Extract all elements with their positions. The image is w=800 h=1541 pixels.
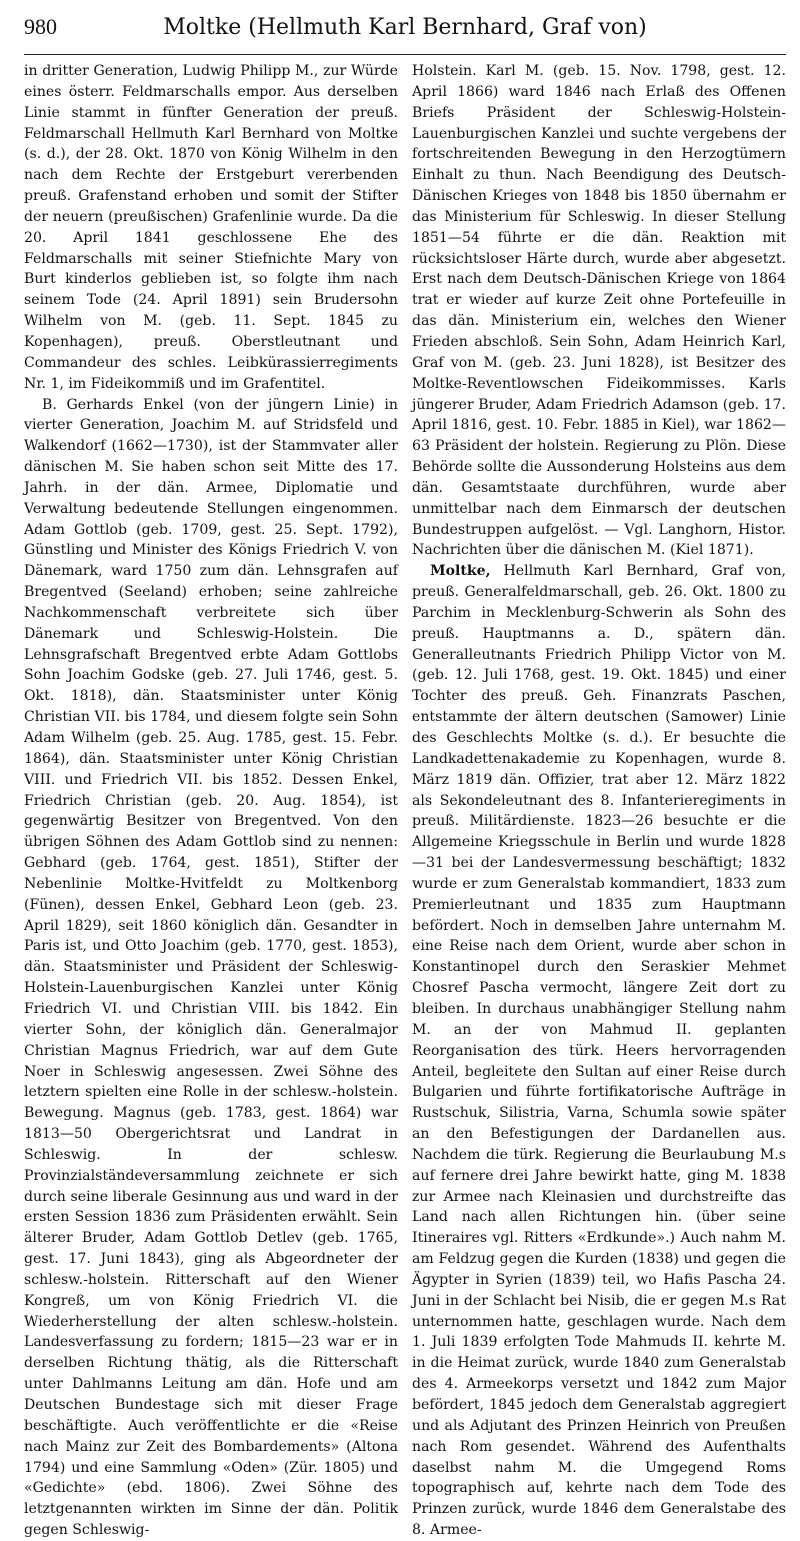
paragraph-moltke-linie: in dritter Generation, Ludwig Philipp M., zur Würde eines österr. Feldmarschalls empor. Aus derselben Linie stammt in fünfter Generation der preuß. Feldmarschall Hellmuth Karl Bernhard von Moltke (s. d.), der 28. Okt. 1870 von König Wilhelm in den nach dem Rechte der Erstgeburt vererbenden preuß. Grafenstand erhoben und somit der Stifter der neuern (preußischen) Grafenlinie wurde. Da die 20. April 1841 geschlossene Ehe des Feldmarschalls mit seiner Stiefnichte Mary von Burt kinderlos geblieben ist, so folgte ihm nach seinem Tode (24. April 1891) sein Brudersohn Wilhelm von M. (geb. 11. Sept. 1845 zu Kopenhagen), preuß. Oberstleutnant und Commandeur des schles. Leibkürassierregiments Nr. 1, im Fideikommiß und im Grafentitel. — [24, 63, 398, 392]
running-head: Moltke (Hellmuth Karl Bernhard, Graf von) — [163, 15, 647, 40]
right-column — [412, 61, 786, 1541]
entry-paragraph-moltke — [412, 561, 786, 1541]
page-header — [24, 14, 786, 55]
left-column — [24, 61, 398, 1541]
page-number: 980 — [24, 14, 57, 39]
paragraph-daenische-linie: B. Gerhards Enkel (von der jüngern Linie) in vierter Generation, Joachim M. auf Stridsfeld und Walkendorf (1662—1730), ist der Stammvater aller dänischen M. Sie haben schon seit Mitte des 17. Jahrh. in der dän. Armee, Diplomatie und Verwaltung bedeutende Stellungen eingenommen. Adam Gottlob (geb. 1709, gest. 25. Sept. 1792), Günstling und Minister des Königs Friedrich V. von Dänemark, ward 1750 zum dän. Lehnsgrafen auf Bregentved (Seeland) erhoben; seine zahlreiche Nachkommenschaft verbreitete sich über Dänemark und Schleswig-Holstein. Die Lehnsgrafschaft Bregentved erbte Adam Gottlobs Sohn Joachim Godske (geb. 27. Juli 1746, gest. 5. Okt. 1818), dän. Staatsminister unter König Christian VII. bis 1784, und diesem folgte sein Sohn Adam Wilhelm (geb. 25. Aug. 1785, gest. 15. Febr. 1864), dän. Staatsminister unter König Christian VIII. und Friedrich VII. bis 1852. Dessen Enkel, Friedrich Christian (geb. 20. Aug. 1854), ist gegenwärtig Besitzer von Bregentved. Von den übrigen Söhnen des Adam Gottlob sind zu nennen: Gebhard (geb. 1764, gest. 1851), Stifter der Nebenlinie Moltke-Hvitfeldt zu Moltkenborg (Fünen), dessen Enkel, Gebhard Leon (geb. 23. April 1829), seit 1860 königlich dän. Gesandter in Paris ist, und Otto Joachim (geb. 1770, gest. 1853), dän. Staatsminister und Präsident der Schleswig-Holstein-Lauenburgischen Kanzlei unter König Friedrich VI. und Christian VIII. bis 1842. Ein vierter Sohn, der königlich dän. Generalmajor Christian Magnus Friedrich, war auf dem Gute Noer in Schleswig angesessen. Zwei Söhne des letztern spielten eine Rolle in der schlesw.-holstein. Bewegung. Magnus (geb. 1783, gest. 1864) war 1813—50 Obergerichtsrat und Landrat in Schleswig. In der schlesw. Provinzialständeversammlung zeichnete er sich durch seine liberale Gesinnung aus und ward in der ersten Session 1836 zum Präsidenten erwählt. Sein älterer Bruder, Adam Gottlob Detlev (geb. 1765, gest. 17. Juni 1843), ging als Abgeordneter der schlesw.-holstein. Ritterschaft auf den Wiener Kongreß, um von König Friedrich VI. die Wiederherstellung der alten schlesw.-holstein. Landesverfassung zu fordern; 1815—23 war er in derselben Richtung thätig, als die Ritterschaft unter Dahlmanns Leitung am dän. Hofe und am Deutschen Bundestage sich mit dieser Frage beschäftigte. Auch veröffentlichte er die «Reise nach Mainz zur Zeit des Bombardements» (Altona 1794) und eine Sammlung «Oden» (Zür. 1805) und «Gedichte» (ebd. 1806). Zwei Söhne des letztgenannten wirkten im Sinne der dän. Politik gegen Schleswig- — [24, 396, 398, 1539]
entry-body: Hellmuth Karl Bernhard, Graf von, preuß. Generalfeldmarschall, geb. 26. Okt. 1800 zu Parchim in Mecklenburg-Schwerin als Sohn des preuß. Hauptmanns a. D., spätern dän. Generalleutnants Friedrich Philipp Victor von M. (geb. 12. Juli 1768, gest. 19. Okt. 1845) und einer Tochter des preuß. Geh. Finanzrats Paschen, entstammte der ältern deutschen (Samower) Linie des Geschlechts Moltke (s. d.). Er besuchte die Landkadettenakademie zu Kopenhagen, wurde 8. März 1819 dän. Offizier, trat aber 12. März 1822 als Sekondeleutnant des 8. Infanterieregiments in preuß. Militärdienste. 1823—26 besuchte er die Allgemeine Kriegsschule in Berlin und wurde 1828—31 bei der Landesvermessung beschäftigt; 1832 wurde er zum Generalstab kommandiert, 1833 zum Premierleutnant und 1835 zum Hauptmann befördert. Noch in demselben Jahre unternahm M. eine Reise nach dem Orient, wurde aber schon in Konstantinopel durch den Seraskier Mehmet Chosref Pascha vermocht, längere Zeit dort zu bleiben. In durchaus unabhängiger Stellung nahm M. an der von Mahmud II. geplanten Reorganisation des türk. Heers hervorragenden Anteil, begleitete den Sultan auf einer Reise durch Bulgarien und führte fortifikatorische Aufträge in Rustschuk, Silistria, Varna, Schumla sowie später an den Befestigungen der Dardanellen aus. Nachdem die türk. Regierung die Beurlaubung M.s auf fernere drei Jahre bewirkt hatte, ging M. 1838 zur Armee nach Kleinasien und durchstreifte das Land nach allen Richtungen hin. (über seine Itineraires vgl. Ritters «Erdkunde».) Auch nahm M. am Feldzug gegen die Kurden (1838) und gegen die Ägypter in Syrien (1839) teil, wo Hafis Pascha 24. Juni in der Schlacht bei Nisib, die er gegen M.s Rat unternommen hatte, geschlagen wurde. Nach dem 1. Juli 1839 erfolgten Tode Mahmuds II. kehrte M. in die Heimat zurück, wurde 1840 zum Generalstab des 4. Armeekorps versetzt und 1842 zum Major befördert, 1845 jedoch dem Generalstab aggregiert und als Adjutant des Prinzen Heinrich von Preußen nach Rom gesendet. Während des Aufenthalts daselbst nahm M. die Umgegend Roms topographisch auf, kehrte nach dem Tode des Prinzen zurück, wurde 1846 dem Generalstabe des 8. Armee- — [412, 563, 787, 1539]
paragraph-holstein-continuation: Holstein. Karl M. (geb. 15. Nov. 1798, gest. 12. April 1866) ward 1846 nach Erlaß des Offenen Briefs Präsident der Schleswig-Holstein-Lauenburgischen Kanzlei und suchte vergebens der fortschreitenden Bewegung in den Herzogtümern Einhalt zu thun. Nach Beendigung des Deutsch-Dänischen Krieges von 1848 bis 1850 übernahm er das Ministerium für Schleswig. In dieser Stellung 1851—54 führte er die dän. Reaktion mit rücksichtsloser Härte durch, wurde aber abgesetzt. Erst nach dem Deutsch-Dänischen Kriege von 1864 trat er wieder auf kurze Zeit ohne Portefeuille in das dän. Ministerium ein, welches den Wiener Frieden abschloß. Sein Sohn, Adam Heinrich Karl, Graf von M. (geb. 23. Juni 1828), ist Besitzer des Moltke-Reventlowschen Fideikommisses. Karls jüngerer Bruder, Adam Friedrich Adamson (geb. 17. April 1816, gest. 10. Febr. 1885 in Kiel), war 1862—63 Präsident der holstein. Regierung zu Plön. Diese Behörde sollte die Aussonderung Holsteins aus dem dän. Gesamtstaate durchführen, wurde aber unmittelbar nach dem Einmarsch der deutschen Bundestruppen aufgelöst. — Vgl. Langhorn, Histor. Nachrichten über die dänischen M. (Kiel 1871). — [412, 63, 786, 559]
entry-headword: Moltke, — [430, 563, 491, 580]
text-columns — [24, 61, 786, 1541]
